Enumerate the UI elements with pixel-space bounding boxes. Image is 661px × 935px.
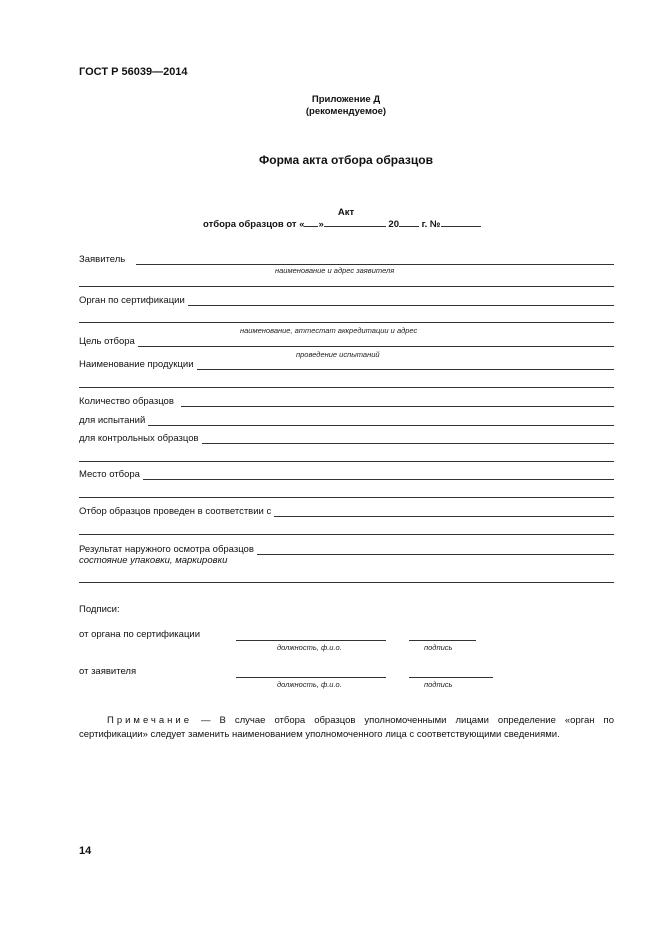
- form-title: Форма акта отбора образцов: [259, 153, 433, 167]
- act-year-suffix: г. №: [421, 219, 441, 230]
- purpose-row: [79, 335, 614, 347]
- cert-body-extra-line[interactable]: [79, 322, 614, 323]
- location-input-line[interactable]: [143, 470, 614, 480]
- sig-cert-body-signature-caption: подпись: [424, 643, 453, 652]
- act-date-line: [203, 219, 481, 230]
- cert-body-label: Орган по сертификации: [79, 295, 185, 306]
- act-title: Акт: [337, 207, 355, 218]
- sig-applicant-signature-line[interactable]: [409, 677, 493, 678]
- note-label: Примечание: [107, 715, 192, 726]
- inspection-row: [79, 543, 614, 555]
- conducted-row: [79, 505, 614, 517]
- inspection-extra-line[interactable]: [79, 582, 614, 583]
- quantity-input-line[interactable]: [181, 397, 614, 407]
- sig-applicant-label: от заявителя: [79, 666, 137, 677]
- sig-applicant-position-line[interactable]: [236, 677, 386, 678]
- quantity-row: [79, 395, 614, 407]
- inspection-input-line[interactable]: [257, 545, 614, 555]
- product-row: [79, 358, 614, 370]
- applicant-input-line[interactable]: [136, 255, 614, 265]
- for-tests-label: для испытаний: [79, 415, 146, 426]
- note: [79, 714, 614, 742]
- inspection-caption: состояние упаковки, маркировки: [79, 555, 228, 566]
- sig-applicant-position-caption: должность, ф.и.о.: [277, 680, 342, 689]
- sig-applicant-signature-caption: подпись: [424, 680, 453, 689]
- location-label: Место отбора: [79, 469, 140, 480]
- quantity-label: Количество образцов: [79, 396, 174, 407]
- cert-body-input-line[interactable]: [188, 296, 614, 306]
- sig-cert-body-position-caption: должность, ф.и.о.: [277, 643, 342, 652]
- appendix-title: Приложение Д: [311, 94, 381, 105]
- purpose-label: Цель отбора: [79, 336, 135, 347]
- cert-body-row: [79, 294, 614, 306]
- purpose-input-line[interactable]: [138, 337, 614, 347]
- applicant-row: [79, 253, 614, 265]
- note-text: — В случае отбора образцов уполномоченными лицами определение «орган по сертификации» следует заменить наименованием уполномоченного лица с соответствующими сведениями.: [79, 715, 614, 740]
- for-control-input-line[interactable]: [202, 434, 614, 444]
- product-input-line[interactable]: [197, 360, 614, 370]
- page-number: 14: [79, 845, 92, 857]
- sig-cert-body-signature-line[interactable]: [409, 640, 476, 641]
- applicant-extra-line[interactable]: [79, 286, 614, 287]
- act-quote-close: »: [318, 219, 324, 230]
- control-extra-line[interactable]: [79, 461, 614, 462]
- conducted-extra-line[interactable]: [79, 534, 614, 535]
- document-id: ГОСТ Р 56039—2014: [79, 66, 188, 78]
- for-control-label: для контрольных образцов: [79, 433, 199, 444]
- for-control-row: [79, 432, 614, 444]
- product-extra-line[interactable]: [79, 387, 614, 388]
- inspection-label: Результат наружного осмотра образцов: [79, 544, 254, 555]
- purpose-caption: проведение испытаний: [296, 350, 380, 359]
- location-row: [79, 468, 614, 480]
- conducted-input-line[interactable]: [274, 507, 614, 517]
- sig-cert-body-label: от органа по сертификации: [79, 629, 200, 640]
- location-extra-line[interactable]: [79, 497, 614, 498]
- sig-cert-body-position-line[interactable]: [236, 640, 386, 641]
- conducted-label: Отбор образцов проведен в соответствии с: [79, 506, 272, 517]
- applicant-label: Заявитель: [79, 254, 126, 265]
- appendix-subtitle: (рекомендуемое): [305, 106, 387, 117]
- cert-body-caption: наименование, аттестат аккредитации и адрес: [240, 326, 418, 335]
- for-tests-row: [79, 414, 614, 426]
- act-line-prefix: отбора образцов от «: [203, 219, 305, 230]
- signatures-title: Подписи:: [79, 604, 120, 615]
- act-year-prefix: 20: [388, 219, 399, 230]
- for-tests-input-line[interactable]: [148, 416, 614, 426]
- product-label: Наименование продукции: [79, 359, 194, 370]
- applicant-caption: наименование и адрес заявителя: [275, 266, 395, 275]
